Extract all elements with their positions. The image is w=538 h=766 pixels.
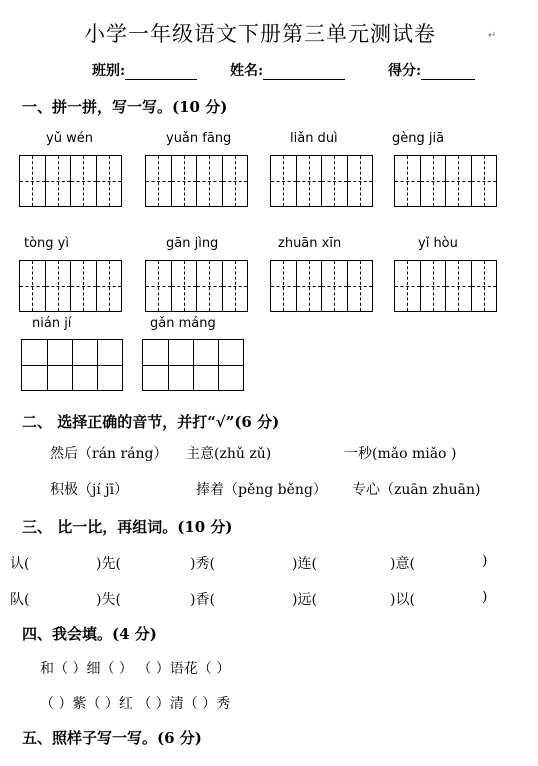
pinyin-6: gān jìng (166, 236, 219, 251)
compare-item[interactable]: )先( (96, 556, 121, 572)
compare-item[interactable]: 认( (10, 556, 30, 572)
pinyin-7: zhuān xīn (278, 236, 342, 251)
name-field (230, 60, 345, 80)
writing-grid[interactable] (19, 155, 122, 207)
compare-item[interactable]: )远( (292, 592, 317, 608)
compare-item[interactable]: 队( (10, 592, 30, 608)
class-blank[interactable] (125, 65, 197, 80)
pinyin-1: yǔ wén (46, 131, 93, 146)
writing-grid[interactable] (270, 155, 373, 207)
plain-grid[interactable] (142, 339, 244, 391)
section-4-heading: 四、我会填。(4 分) (22, 625, 157, 643)
pinyin-5: tòng yì (24, 236, 69, 251)
pinyin-3: liǎn duì (290, 131, 338, 146)
return-mark: ↵ (488, 30, 497, 41)
writing-grid[interactable] (145, 155, 248, 207)
plain-grid[interactable] (21, 339, 123, 391)
writing-grid[interactable] (145, 260, 248, 312)
name-blank[interactable] (263, 65, 345, 80)
compare-item[interactable]: )意( (390, 556, 415, 572)
score-label: 得分: (388, 63, 422, 79)
compare-item[interactable]: )以( (390, 592, 415, 608)
writing-grid[interactable] (394, 260, 497, 312)
writing-grid[interactable] (394, 155, 497, 207)
name-label: 姓名: (230, 63, 264, 79)
choice-item[interactable]: 捧着（pěng běng） (196, 482, 327, 498)
fill-row[interactable]: 和（ ）细（ ） （ ）语花（ ） (40, 661, 231, 677)
score-blank[interactable] (421, 65, 475, 80)
pinyin-10: gǎn máng (150, 316, 216, 331)
choice-item[interactable]: 主意(zhǔ zǔ) (186, 446, 272, 462)
pinyin-4: gèng jiā (392, 131, 445, 146)
pinyin-8: yǐ hòu (418, 236, 458, 251)
choice-item[interactable]: 积极（jí jī） (50, 482, 129, 498)
section-2-heading: 二、 选择正确的音节，并打“√”(6 分) (22, 413, 280, 431)
fill-row[interactable]: （ ）紫（ ）红 （ ）清（ ）秀 (40, 696, 231, 712)
pinyin-9: nián jí (32, 316, 72, 331)
section-5-heading: 五、照样子写一写。(6 分) (22, 729, 202, 747)
compare-item[interactable]: )失( (96, 592, 121, 608)
section-3-heading: 三、 比一比，再组词。(10 分) (22, 518, 233, 536)
writing-grid[interactable] (270, 260, 373, 312)
class-field (92, 60, 197, 80)
choice-item[interactable]: 专心（zuān zhuān) (352, 482, 481, 498)
compare-item: ) (482, 553, 488, 569)
writing-grid[interactable] (19, 260, 122, 312)
choice-item[interactable]: 然后（rán ráng） (50, 446, 168, 462)
score-field (388, 60, 475, 80)
compare-item[interactable]: )香( (190, 592, 215, 608)
compare-item[interactable]: )秀( (190, 556, 215, 572)
section-1-heading: 一、拼一拼，写一写。(10 分) (22, 98, 228, 116)
compare-item[interactable]: )连( (292, 556, 317, 572)
compare-item: ) (482, 589, 488, 605)
choice-item[interactable]: 一秒(mǎo miǎo ) (344, 446, 457, 462)
pinyin-2: yuǎn fāng (166, 131, 232, 146)
class-label: 班别: (92, 63, 126, 79)
page-title: 小学一年级语文下册第三单元测试卷 (84, 22, 436, 46)
